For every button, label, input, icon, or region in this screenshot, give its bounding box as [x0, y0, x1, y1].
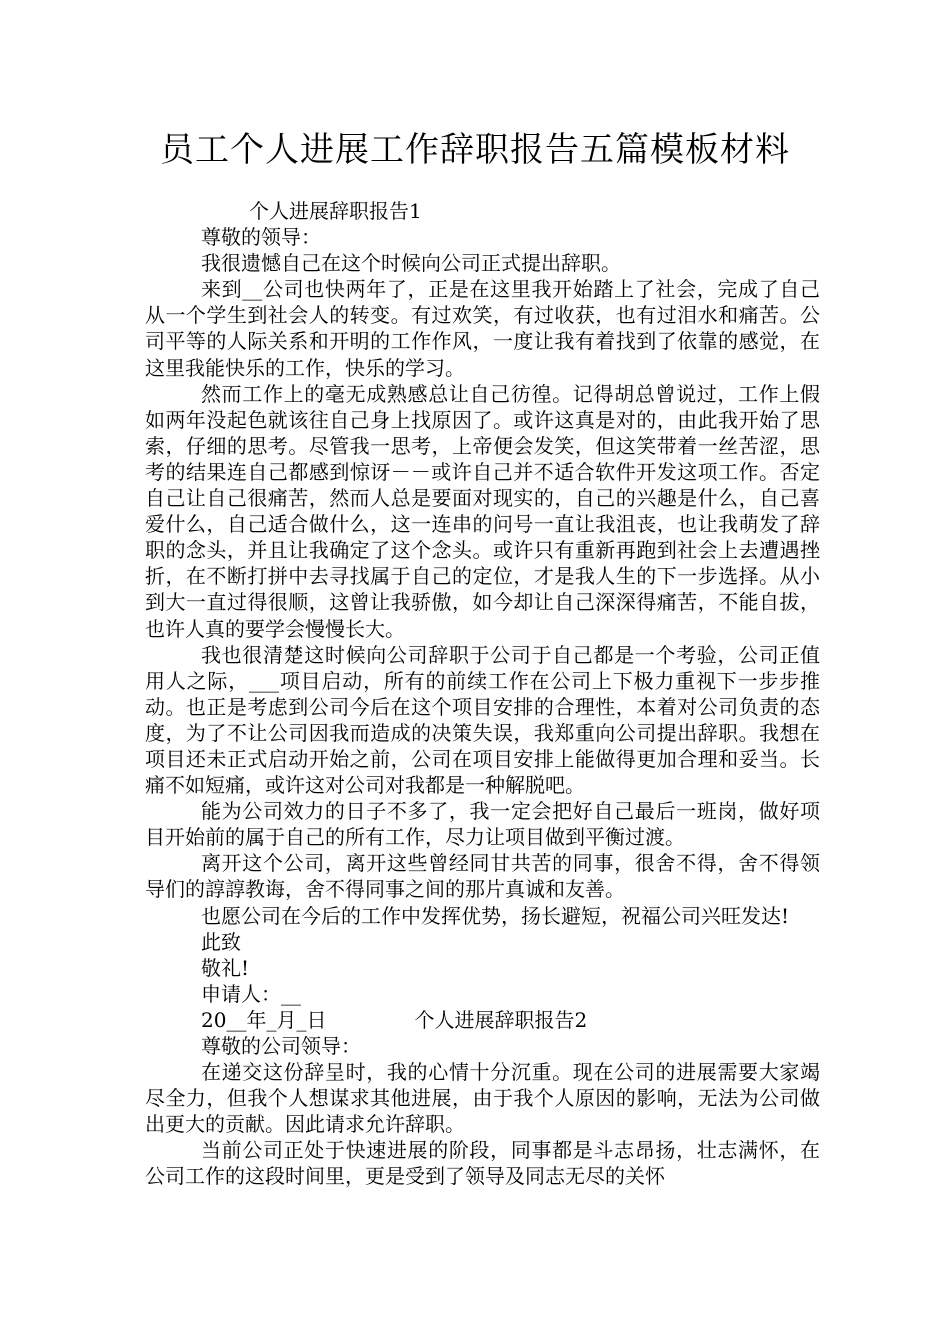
- paragraph: 在递交这份辞呈时，我的心情十分沉重。现在公司的进展需要大家竭尽全力，但我个人想谋求其他进展，由于我个人原因的影响，无法为公司做出更大的贡献。因此请求允许辞职。: [145, 1060, 820, 1137]
- paragraph: 我很遗憾自己在这个时候向公司正式提出辞职。: [201, 251, 621, 276]
- closing-line: 此致: [201, 929, 241, 954]
- document-body: [145, 198, 820, 1190]
- salutation: 尊敬的公司领导：: [201, 1034, 361, 1058]
- closing-salute: 敬礼!: [201, 955, 250, 980]
- date-line: [145, 1007, 820, 1033]
- paragraph: 然而工作上的毫无成熟感总让自己彷徨。记得胡总曾说过，工作上假如两年没起色就该往自己身上找原因了。或许这真是对的，由此我开始了思索，仔细的思考。尽管我一思考，上帝便会发笑，但这笑带着一丝苦涩，思考的结果连自己都感到惊讶－－或许自己并不适合软件开发这项工作。否定自己让自己很痛苦，然而人总是要面对现实的，自己的兴趣是什么，自己喜爱什么，自己适合做什么，这一连串的问号一直让我沮丧，也让我萌发了辞职的念头，并且让我确定了这个念头。或许只有重新再跑到社会上去遭遇挫折，在不断打拼中去寻找属于自己的定位，才是我人生的下一步选择。从小到大一直过得很顺，这曾让我骄傲，如今却让自己深深得痛苦，不能自拔，也许人真的要学会慢慢长大。: [145, 381, 820, 641]
- paragraph: 我也很清楚这时候向公司辞职于公司于自己都是一个考验，公司正值用人之际，___项目启动，所有的前续工作在公司上下极力重视下一步步推动。也正是考虑到公司今后在这个项目安排的合理性，本着对公司负责的态度，为了不让公司因我而造成的决策失误，我郑重向公司提出辞职。我想在项目还未正式启动开始之前，公司在项目安排上能做得更加合理和妥当。长痛不如短痛，或许这对公司对我都是一种解脱吧。: [145, 642, 820, 798]
- salutation: 尊敬的领导：: [201, 225, 321, 250]
- paragraph: 离开这个公司，离开这些曾经同甘共苦的同事，很舍不得，舍不得领导们的諄諄教诲，舍不得同事之间的那片真诚和友善。: [145, 851, 820, 902]
- document-title: 员工个人进展工作辞职报告五篇模板材料: [160, 130, 790, 170]
- paragraph: 来到__公司也快两年了，正是在这里我开始踏上了社会，完成了自己从一个学生到社会人的转变。有过欢笑，有过收获，也有过泪水和痛苦。公司平等的人际关系和开明的工作作风，一度让我有着找到了依靠的感觉，在这里我能快乐的工作，快乐的学习。: [145, 277, 820, 380]
- paragraph: 当前公司正处于快速进展的阶段，同事都是斗志昂扬，壮志满怀，在公司工作的这段时间里，更是受到了领导及同志无尽的关怀: [145, 1138, 820, 1189]
- paragraph: 能为公司效力的日子不多了，我一定会把好自己最后一班岗，做好项目开始前的属于自己的所有工作，尽力让项目做到平衡过渡。: [145, 799, 820, 850]
- paragraph: 也愿公司在今后的工作中发挥优势，扬长避短，祝福公司兴旺发达!: [201, 903, 790, 928]
- section-heading-1: 个人进展辞职报告1: [249, 199, 422, 223]
- section-heading-2: 个人进展辞职报告2: [414, 1007, 588, 1032]
- applicant-line: 申请人：__: [201, 981, 301, 1006]
- date-text: 20__年_月_日: [201, 1007, 327, 1032]
